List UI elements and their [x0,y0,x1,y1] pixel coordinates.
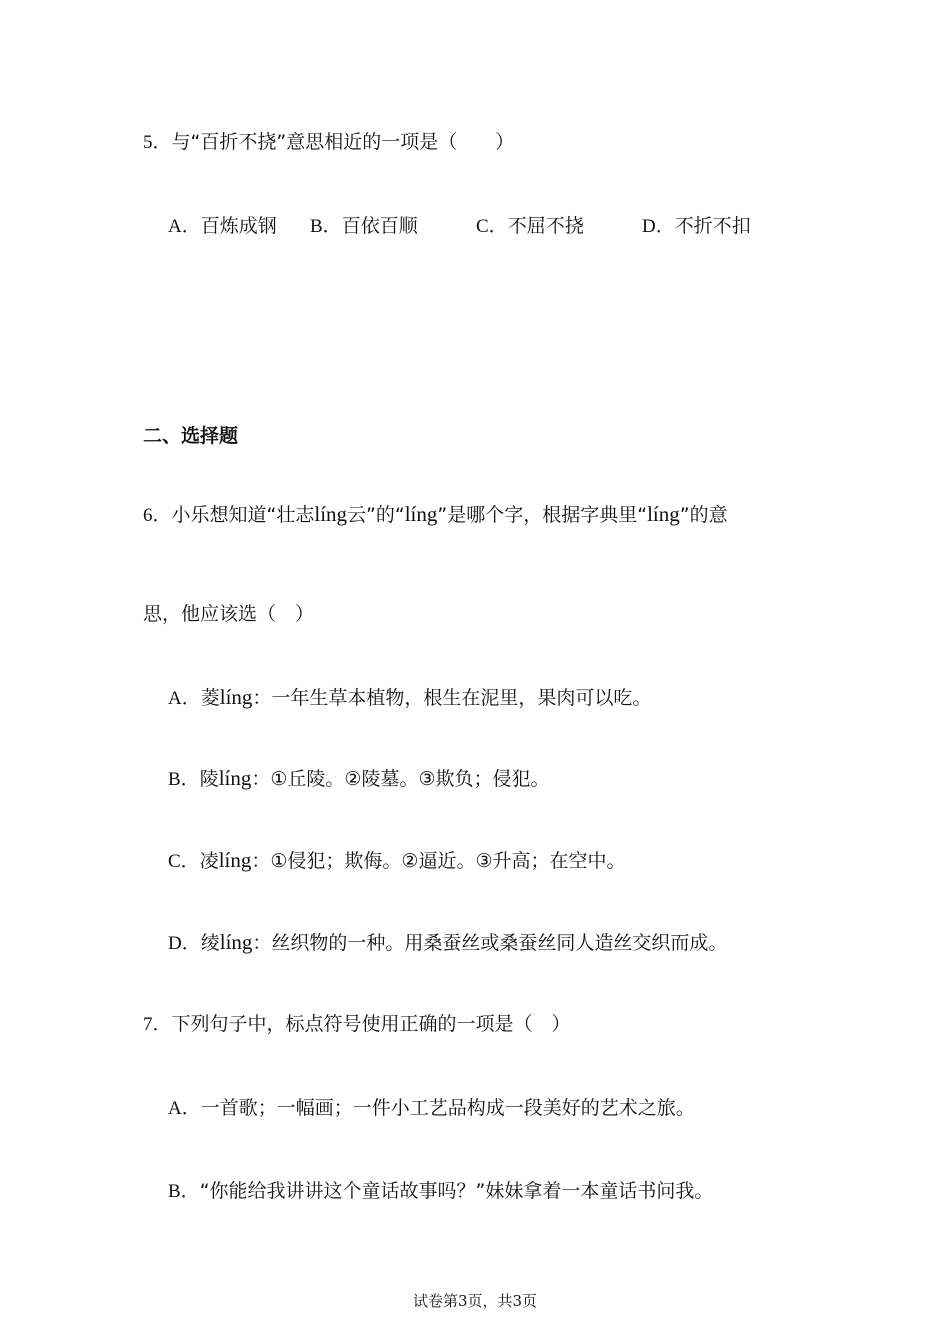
option-text: 百依百顺 [341,215,418,237]
q6-option-b [168,764,549,791]
option-pinyin: líng [219,930,253,954]
q5-option-a [168,211,277,238]
q6-pinyin: líng [404,502,438,526]
q6-number: 6． [143,505,172,526]
option-text: ：丝织物的一种。用桑蚕丝或桑蚕丝同人造丝交织而成。 [252,932,728,954]
q7-option-a [168,1093,695,1120]
option-text: “你能给我讲讲这个童话故事吗？”妹妹拿着一本童话书问我。 [199,1180,714,1202]
q5-option-d [642,211,751,238]
q7-option-b [168,1176,713,1203]
q6-stem-part: ”是哪个字，根据字典里“ [437,504,648,526]
q5-stem-text: 与“百折不挠”意思相近的一项是（ ） [171,131,515,153]
option-letter: B． [168,1181,200,1202]
q5-stem [143,129,514,156]
option-letter: A． [168,688,201,709]
q6-stem [143,501,728,529]
q6-stem-part: ”的意 [679,504,728,526]
q6-pinyin: líng [647,502,680,526]
q5-option-c [476,211,584,238]
page-footer: 试卷第3页，共3页 [412,1292,538,1310]
option-letter: D． [642,216,675,237]
option-text: 不折不扣 [674,215,751,237]
option-letter: A． [168,216,201,237]
option-text: 一首歌；一幅画；一件小工艺品构成一段美好的艺术之旅。 [200,1097,695,1119]
option-letter: A． [168,1098,201,1119]
q7-stem-text: 下列句子中，标点符号使用正确的一项是（ ） [171,1013,571,1035]
q6-stem-line2: 思，他应该选（ ） [143,603,315,625]
option-pinyin: líng [219,685,253,709]
q6-option-d [168,928,727,955]
q5-option-b [310,211,418,238]
option-pinyin: líng [218,766,252,790]
option-char: 陵 [199,768,219,790]
option-text: ：①丘陵。②陵墓。③欺负；侵犯。 [251,768,550,790]
option-letter: B． [168,769,200,790]
option-text: ：①侵犯；欺侮。②逼近。③升高；在空中。 [251,850,626,872]
option-letter: C． [476,216,508,237]
option-letter: D． [168,933,201,954]
option-char: 凌 [199,850,219,872]
option-text: 百炼成钢 [200,215,277,237]
section-title: 二、选择题 [143,425,239,447]
q6-option-c [168,846,625,873]
q5-number: 5． [143,132,172,153]
q6-stem-part: 云”的“ [347,504,405,526]
q7-stem [143,1011,571,1038]
option-text: ：一年生草本植物，根生在泥里，果肉可以吃。 [252,687,652,709]
q6-stem-part: 小乐想知道“壮志 [171,504,315,526]
option-text: 不屈不挠 [507,215,584,237]
option-pinyin: líng [218,848,252,872]
option-char: 绫 [200,932,220,954]
option-char: 菱 [200,687,220,709]
option-letter: C． [168,851,200,872]
q7-number: 7． [143,1014,172,1035]
q6-pinyin: líng [314,502,348,526]
q6-option-a [168,683,651,710]
option-letter: B． [310,216,342,237]
